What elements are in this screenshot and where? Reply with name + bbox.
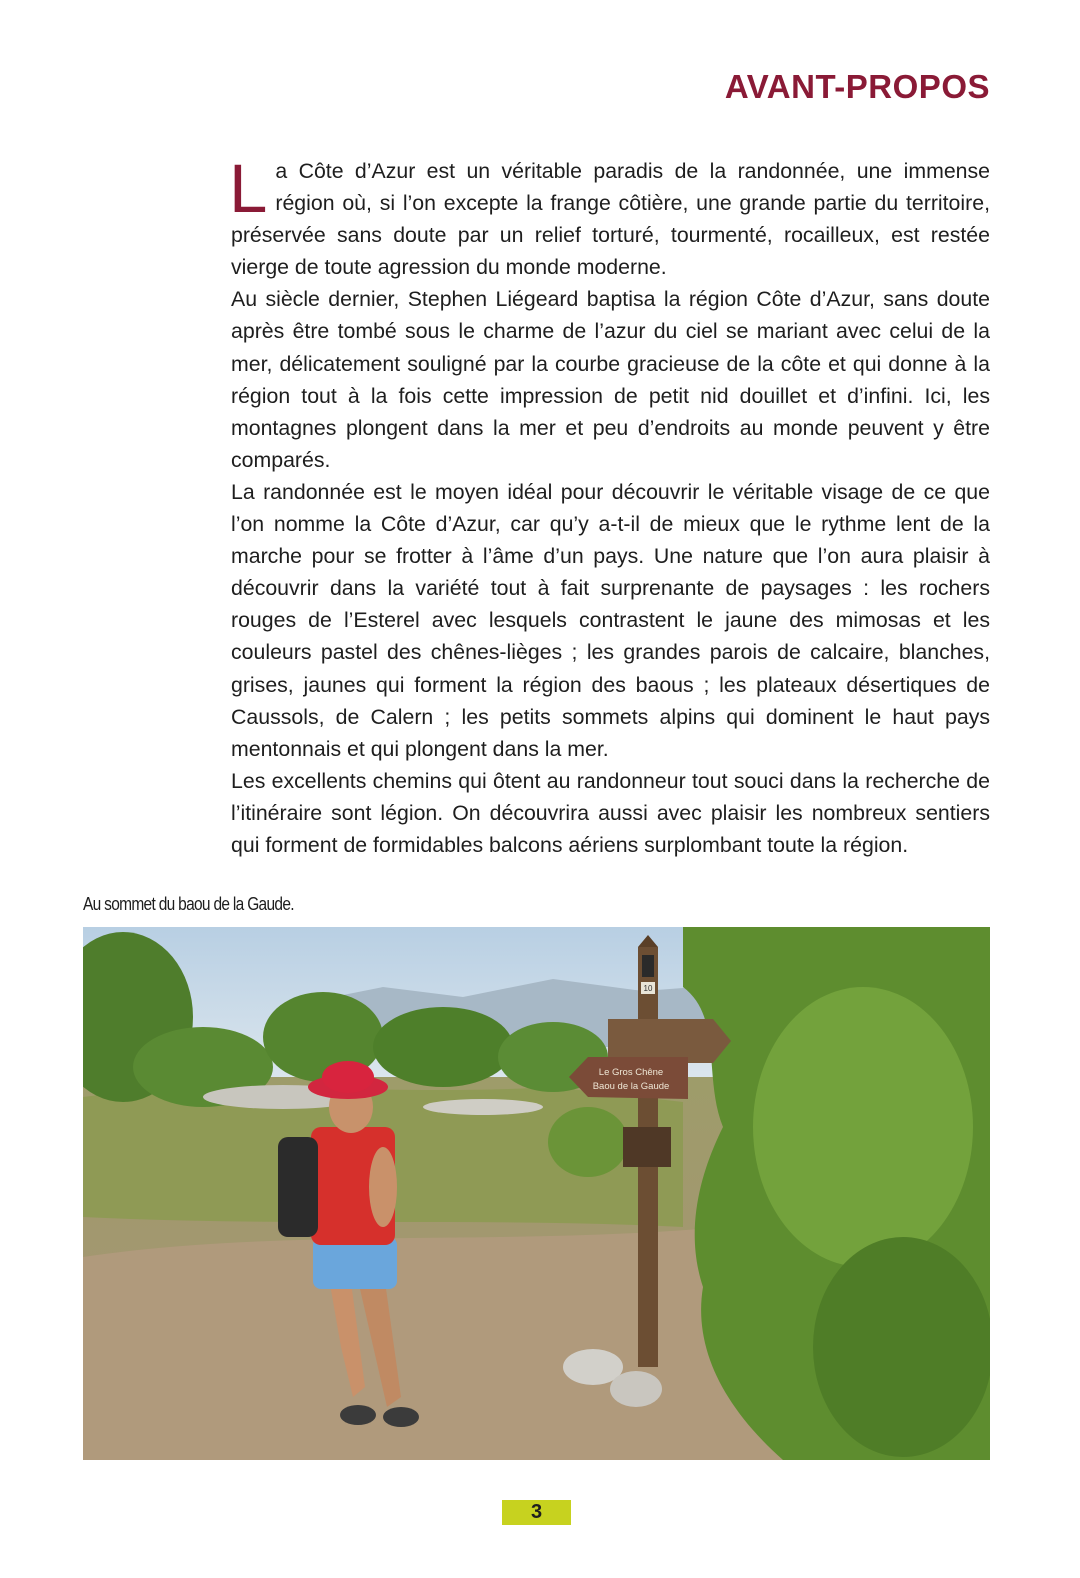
bush-right-shade — [813, 1237, 990, 1457]
bush-right-highlight — [753, 987, 973, 1267]
hiker-photo — [83, 927, 990, 1460]
tree-mid-2 — [373, 1007, 513, 1087]
sign-lower-text-line2: Baou de la Gaude — [592, 1081, 670, 1092]
hiker-arm — [369, 1147, 397, 1227]
drop-cap: L — [229, 150, 268, 227]
dirt-path — [83, 1227, 783, 1460]
page-title: AVANT-PROPOS — [724, 68, 990, 105]
sign-upper — [608, 1019, 731, 1063]
paragraph-3: La randonnée est le moyen idéal pour découvrir le véritable visage de ce que l’on nomme la Côte d’Azur, car qu’y a-t-il de mieux que le rythme lent de la marche pour se frotter à l’âme d’un pays. Une nature que l’on aura plaisir à découvrir dans la variété tout à fait surprenante de paysages : les rochers rouges de l’Esterel avec lesquels contrastent le jaune des mimosas et les couleurs pastel des chênes-lièges ; les grandes parois de calcaire, blanches, grises, jaunes qui forment la région des baous ; les plateaux désertiques de Caussols, de Calern ; les petits sommets alpins qui dominent le haut pays mentonnais et qui plongent dans la mer. — [231, 479, 990, 761]
hiker-shoe-1 — [340, 1405, 376, 1425]
hiker-hat — [322, 1061, 374, 1093]
sign-lower-text-line1: Le Gros Chêne — [598, 1067, 664, 1078]
hiker-backpack — [278, 1137, 318, 1237]
signpost-bracket — [623, 1127, 671, 1167]
paragraph-2: Au siècle dernier, Stephen Liégeard baptisa la région Côte d’Azur, sans doute après être tombé sous le charme de l’azur du ciel se mariant avec celui de la mer, délicatement souligné par la courbe gracieuse de la côte et qui donne à la région tout à la fois cette impression de petit nid douillet et d’infini. Ici, les montagnes plongent dans la mer et peu d’endroits au monde peuvent y être comparés. — [231, 287, 990, 472]
rock-strip-2 — [423, 1099, 543, 1115]
paragraph-1 — [229, 150, 990, 283]
intro-text — [229, 150, 990, 861]
photo-caption: Au sommet du baou de la Gaude. — [83, 894, 294, 914]
signpost-plate-number: 10 — [643, 984, 653, 993]
stone-2 — [610, 1371, 662, 1407]
paragraph-4: Les excellents chemins qui ôtent au randonneur tout souci dans la recherche de l’itinéraire sont légion. On découvrira aussi avec plaisir les nombreux sentiers qui forment de formidables balcons aériens surplombant toute la région. — [231, 768, 990, 857]
page-number: 3 — [502, 1500, 571, 1525]
signpost-marker — [642, 955, 654, 977]
sign-lower — [569, 1057, 688, 1099]
paragraph-1-text: a Côte d’Azur est un véritable paradis de la randonnée, une immense région où, si l’on excepte la frange côtière, une grande partie du territoire, préservée sans doute par un relief torturé, tourmenté, rocailleux, est restée vierge de toute agression du monde moderne. — [231, 159, 990, 280]
hiker-shoe-2 — [383, 1407, 419, 1427]
bush-center — [548, 1107, 628, 1177]
